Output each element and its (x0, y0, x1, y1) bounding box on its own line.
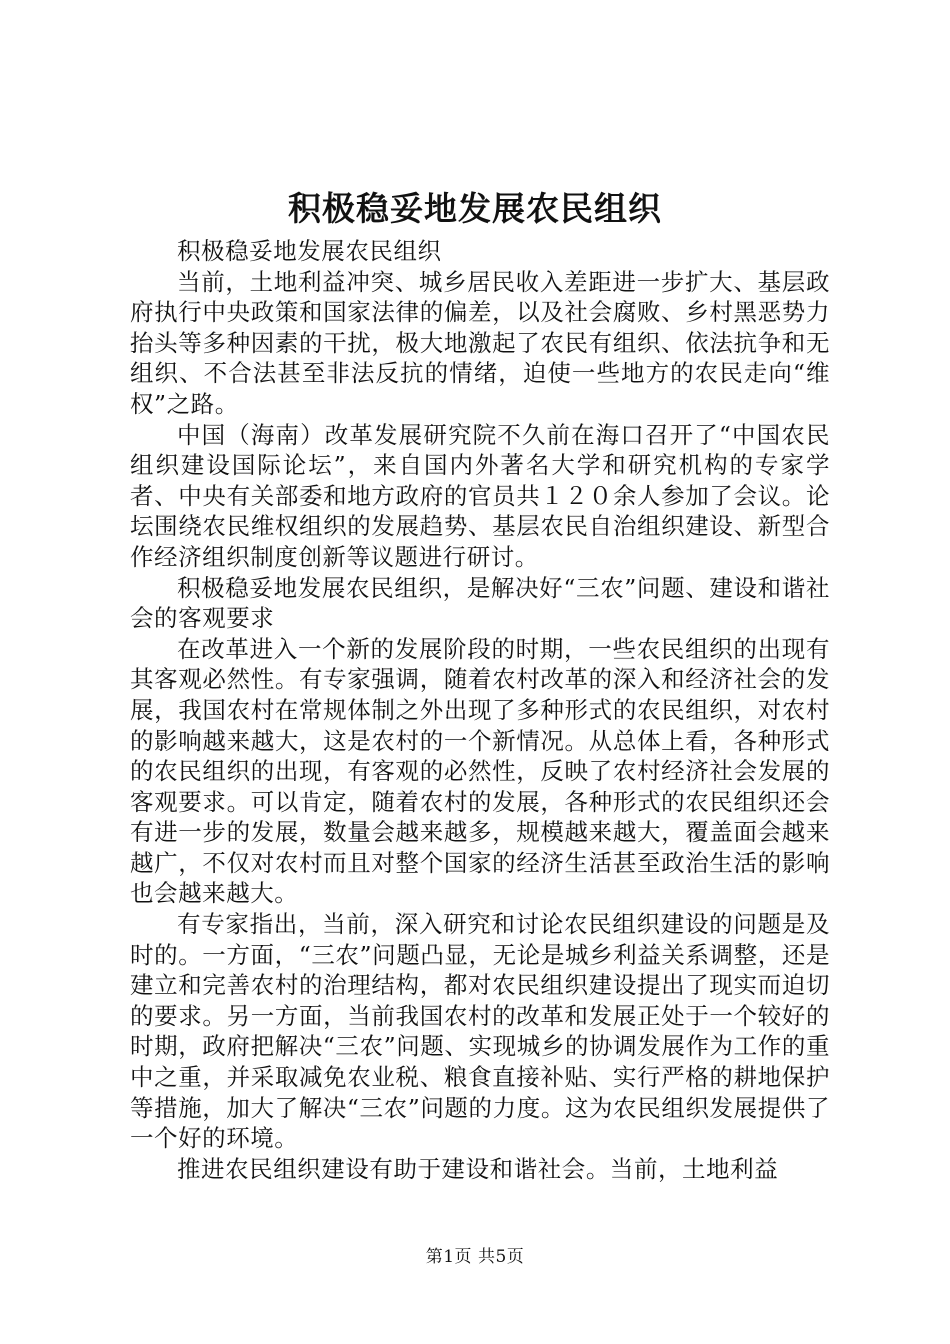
page-footer: 第1页 共5页 (425, 1247, 525, 1267)
paragraph: 推进农民组织建设有助于建设和谐社会。当前，土地利益 (177, 1154, 779, 1183)
document-title: 积极稳妥地发展农民组织 (288, 189, 662, 228)
paragraph: 中国（海南）改革发展研究院不久前在海口召开了“中国农民组织建设国际论坛”，来自国内外著名大学和研究机构的专家学者、中央有关部委和地方政府的官员共１２０余人参加了会议。论坛围绕农民维权组织的发展趋势、基层农民自治组织建设、新型合作经济组织制度创新等议题进行研讨。 (130, 420, 830, 571)
paragraph: 当前，土地利益冲突、城乡居民收入差距进一步扩大、基层政府执行中央政策和国家法律的偏差，以及社会腐败、乡村黑恶势力抬头等多种因素的干扰，极大地激起了农民有组织、依法抗争和无组织、不合法甚至非法反抗的情绪，迫使一些地方的农民走向“维权”之路。 (130, 267, 830, 418)
paragraph: 在改革进入一个新的发展阶段的时期，一些农民组织的出现有其客观必然性。有专家强调，随着农村改革的深入和经济社会的发展，我国农村在常规体制之外出现了多种形式的农民组织，对农村的影响越来越大，这是农村的一个新情况。从总体上看，各种形式的农民组织的出现，有客观的必然性，反映了农村经济社会发展的客观要求。可以肯定，随着农村的发展，各种形式的农民组织还会有进一步的发展，数量会越来越多，规模越来越大，覆盖面会越来越广，不仅对农村而且对整个国家的经济生活甚至政治生活的影响也会越来越大。 (130, 634, 830, 908)
document-body (130, 236, 830, 1184)
section-heading: 积极稳妥地发展农民组织，是解决好“三农”问题、建设和谐社会的客观要求 (130, 573, 830, 633)
paragraph: 有专家指出，当前，深入研究和讨论农民组织建设的问题是及时的。一方面，“三农”问题凸显，无论是城乡利益关系调整，还是建立和完善农村的治理结构，都对农民组织建设提出了现实而迫切的要求。另一方面，当前我国农村的改革和发展正处于一个较好的时期，政府把解决“三农”问题、实现城乡的协调发展作为工作的重中之重，并采取减免农业税、粮食直接补贴、实行严格的耕地保护等措施，加大了解决“三农”问题的力度。这为农民组织发展提供了一个好的环境。 (130, 910, 830, 1153)
paragraph: 积极稳妥地发展农民组织 (177, 237, 442, 265)
